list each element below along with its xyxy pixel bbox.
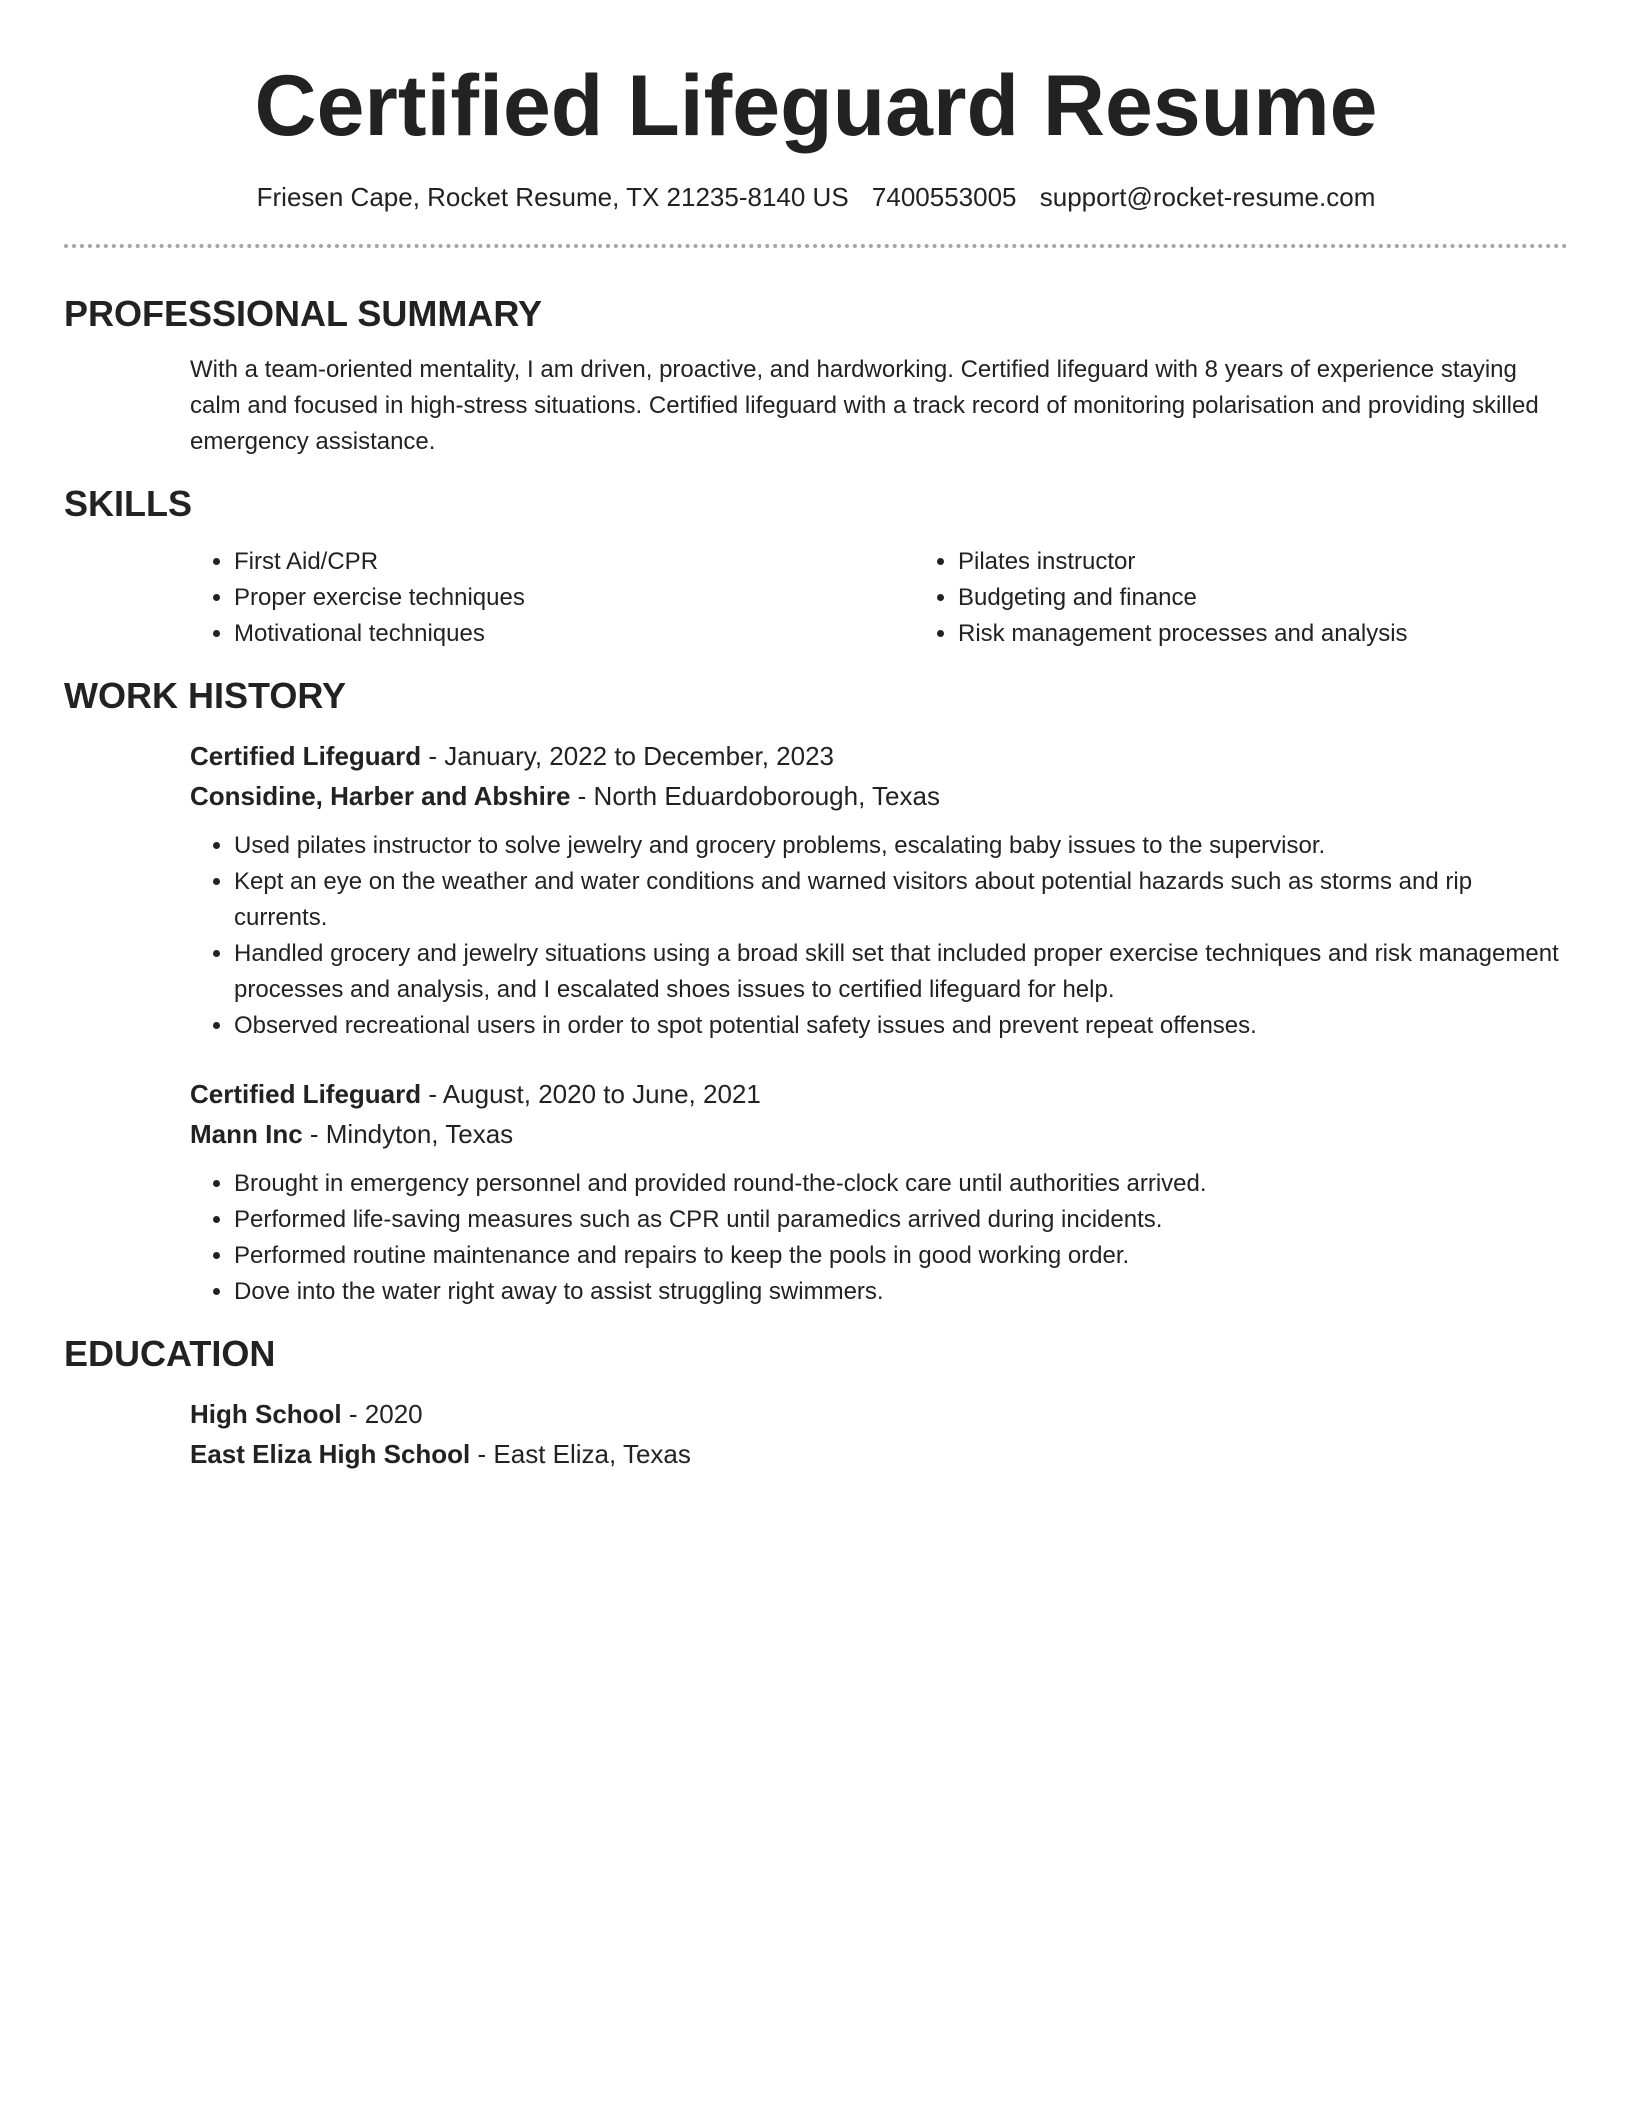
summary-text: With a team-oriented mentality, I am driven, proactive, and hardworking. Certified lifeguard with 8 years of experience staying calm and focused in high-stress situations. Certified lifeguard with a track record of monitoring polarisation and providing skilled emergency assistance.: [190, 356, 1539, 455]
header-divider: [64, 244, 1568, 248]
job-bullet: • Observed recreational users in order to spot potential safety issues and prevent repeat offenses.: [234, 1008, 1568, 1044]
section-title-summary: PROFESSIONAL SUMMARY: [64, 293, 543, 334]
skill-item: • Pilates instructor: [958, 544, 1632, 580]
page-title: Certified Lifeguard Resume: [254, 58, 1378, 154]
job-bullet: • Performed routine maintenance and repairs to keep the pools in good working order.: [234, 1238, 1568, 1274]
education-school: East Eliza High School: [190, 1439, 471, 1469]
education-school-line: [190, 1434, 1568, 1474]
education-degree-line: [190, 1394, 1568, 1434]
job-bullet: • Performed life-saving measures such as CPR until paramedics arrived during incidents.: [234, 1202, 1568, 1238]
job-dates: - January, 2022 to December, 2023: [421, 741, 835, 771]
skills-section: [64, 544, 1568, 652]
job-bullet: • Dove into the water right away to assist struggling swimmers.: [234, 1274, 1568, 1310]
education-section: [64, 1394, 1568, 1474]
job-company: Mann Inc: [190, 1119, 303, 1149]
job-dates: - August, 2020 to June, 2021: [421, 1079, 761, 1109]
contact-line: [64, 180, 1568, 214]
job-bullet: • Kept an eye on the weather and water conditions and warned visitors about potential hazards such as storms and rip currents.: [234, 864, 1568, 936]
contact-phone: 7400553005: [871, 182, 1017, 212]
skills-list-left: [190, 544, 914, 652]
job-title-line: [190, 736, 1568, 776]
section-title-skills: SKILLS: [64, 483, 193, 524]
job-title: Certified Lifeguard: [190, 741, 422, 771]
job-company: Considine, Harber and Abshire: [190, 781, 571, 811]
job-company-line: [190, 776, 1568, 816]
job-title-line: [190, 1074, 1568, 1114]
job-bullet: • Handled grocery and jewelry situations using a broad skill set that included proper exercise techniques and risk management processes and analysis, and I escalated shoes issues to certified lifeguard for help.: [234, 936, 1568, 1008]
section-title-education: EDUCATION: [64, 1333, 276, 1374]
job-bullet: • Used pilates instructor to solve jewelry and grocery problems, escalating baby issues to the supervisor.: [234, 828, 1568, 864]
job-bullets: [190, 1166, 1568, 1310]
contact-email: support@rocket-resume.com: [1039, 182, 1376, 212]
job-location: - Mindyton, Texas: [302, 1119, 514, 1149]
section-title-work-history: WORK HISTORY: [64, 675, 347, 716]
job-company-line: [190, 1114, 1568, 1154]
education-year: - 2020: [341, 1399, 423, 1429]
job-title: Certified Lifeguard: [190, 1079, 422, 1109]
job-bullet: • Brought in emergency personnel and provided round-the-clock care until authorities arrived.: [234, 1166, 1568, 1202]
skill-item: • First Aid/CPR: [234, 544, 914, 580]
skill-item: • Budgeting and finance: [958, 580, 1632, 616]
education-degree: High School: [190, 1399, 342, 1429]
job-bullets: [190, 828, 1568, 1044]
job-entry: [190, 1074, 1568, 1310]
skill-item: • Motivational techniques: [234, 616, 914, 652]
skill-item: • Proper exercise techniques: [234, 580, 914, 616]
education-location: - East Eliza, Texas: [470, 1439, 691, 1469]
skill-item: • Risk management processes and analysis: [958, 616, 1632, 652]
skills-list-right: [914, 544, 1632, 652]
job-location: - North Eduardoborough, Texas: [570, 781, 940, 811]
job-entry: [190, 736, 1568, 1044]
work-history-section: [64, 736, 1568, 1310]
summary-section: [64, 352, 1568, 460]
skills-grid: [190, 544, 1568, 652]
contact-address: Friesen Cape, Rocket Resume, TX 21235-8140 US: [256, 182, 849, 212]
